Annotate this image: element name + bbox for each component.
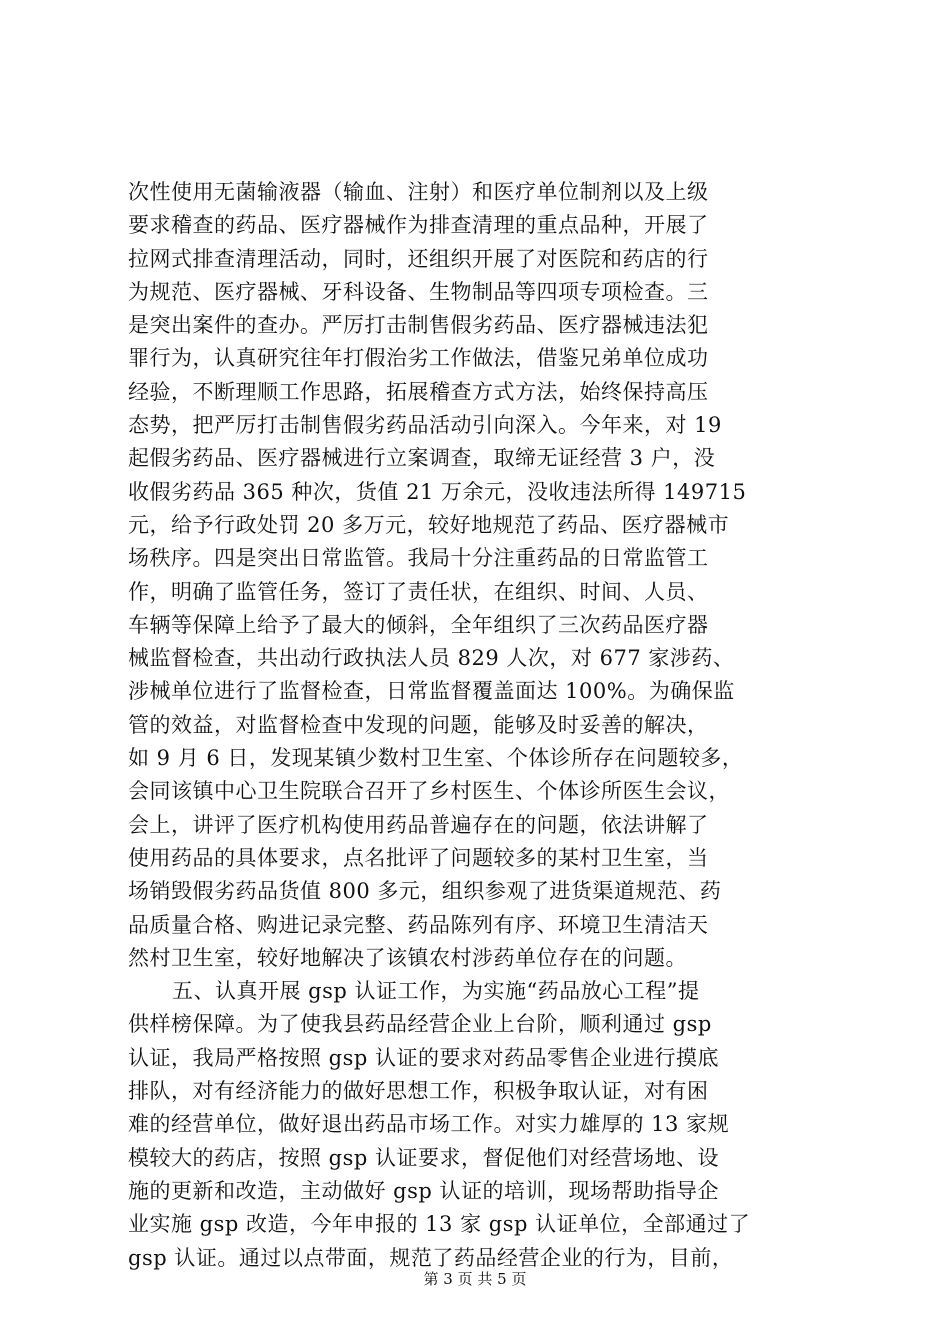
- text-line: 模较大的药店，按照 gsp 认证要求，督促他们对经营场地、设: [128, 1145, 720, 1170]
- text-line: 排队，对有经济能力的做好思想工作，积极争取认证，对有困: [128, 1079, 709, 1104]
- text-line: 作，明确了监管任务，签订了责任状，在组织、时间、人员、: [128, 579, 709, 604]
- text-line: 次性使用无菌输液器（输血、注射）和医疗单位制剂以及上级: [128, 180, 709, 204]
- text-line: 元，给予行政处罚 20 多万元，较好地规范了药品、医疗器械市: [128, 512, 730, 537]
- text-line: 使用药品的具体要求，点名批评了问题较多的某村卫生室，当: [128, 845, 709, 870]
- text-line: 场销毁假劣药品货值 800 多元，组织参观了进货渠道规范、药: [128, 879, 722, 904]
- text-line: 械监督检查，共出动行政执法人员 829 人次，对 677 家涉药、: [128, 646, 735, 671]
- text-line: 难的经营单位，做好退出药品市场工作。对实力雄厚的 13 家规: [128, 1112, 730, 1137]
- text-line: 拉网式排查清理活动，同时，还组织开展了对医院和药店的行: [128, 246, 709, 271]
- text-line: gsp 认证。通过以点带面，规范了药品经营企业的行为，目前，: [128, 1245, 734, 1270]
- page-number-footer: 第 3 页 共 5 页: [423, 1270, 527, 1288]
- text-line: 会同该镇中心卫生院联合召开了乡村医生、个体诊所医生会议，: [128, 779, 730, 804]
- text-line: 为规范、医疗器械、牙科设备、生物制品等四项专项检查。三: [128, 279, 709, 304]
- text-line: 起假劣药品、医疗器械进行立案调查，取缔无证经营 3 户，没: [128, 446, 716, 471]
- text-line: 要求稽查的药品、医疗器械作为排查清理的重点品种，开展了: [128, 213, 709, 238]
- text-line: 品质量合格、购进记录完整、药品陈列有序、环境卫生清洁天: [128, 912, 709, 937]
- text-line: 管的效益，对监督检查中发现的问题，能够及时妥善的解决，: [128, 712, 709, 737]
- text-line: 业实施 gsp 改造，今年申报的 13 家 gsp 认证单位，全部通过了: [128, 1212, 751, 1237]
- text-line: 收假劣药品 365 种次，货值 21 万余元，没收违法所得 149715: [128, 479, 747, 504]
- text-line: 罪行为，认真研究往年打假治劣工作做法，借鉴兄弟单位成功: [128, 346, 709, 371]
- text-line: 态势，把严厉打击制售假劣药品活动引向深入。今年来，对 19: [128, 413, 722, 438]
- text-line: 会上，讲评了医疗机构使用药品普遍存在的问题，依法讲解了: [128, 812, 709, 837]
- text-line: 车辆等保障上给予了最大的倾斜，全年组织了三次药品医疗器: [128, 612, 709, 637]
- text-line: 然村卫生室，较好地解决了该镇农村涉药单位存在的问题。: [128, 945, 687, 970]
- text-line: 是突出案件的查办。严厉打击制售假劣药品、医疗器械违法犯: [128, 313, 709, 338]
- text-line: 认证，我局严格按照 gsp 认证的要求对药品零售企业进行摸底: [128, 1045, 720, 1070]
- text-line: 供样榜保障。为了使我县药品经营企业上台阶，顺利通过 gsp: [128, 1012, 712, 1037]
- text-line: 涉械单位进行了监督检查，日常监督覆盖面达 100%。为确保监: [128, 679, 735, 704]
- body-text: [128, 176, 828, 1275]
- text-line: 经验，不断理顺工作思路，拓展稽查方式方法，始终保持高压: [128, 379, 709, 404]
- text-line: 施的更新和改造，主动做好 gsp 认证的培训，现场帮助指导企: [128, 1178, 720, 1203]
- paragraph-start-line: 五、认真开展 gsp 认证工作，为实施“药品放心工程”提: [172, 979, 700, 1004]
- text-line: 如 9 月 6 日，发现某镇少数村卫生室、个体诊所存在问题较多，: [128, 746, 744, 771]
- text-line: 场秩序。四是突出日常监管。我局十分注重药品的日常监管工: [128, 546, 709, 571]
